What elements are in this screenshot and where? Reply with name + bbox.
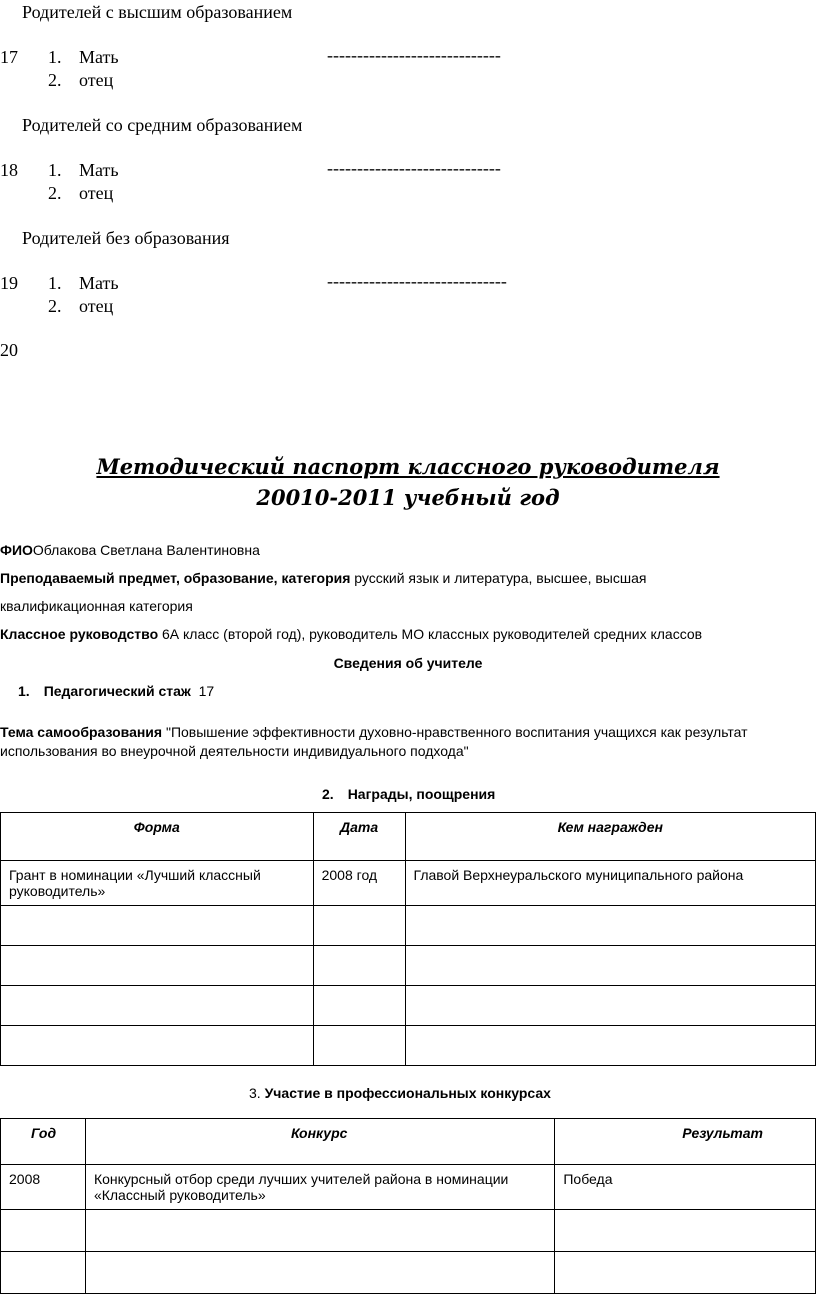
table-cell xyxy=(313,946,405,986)
row-number: 20 xyxy=(0,340,18,360)
table-cell: 2008 год xyxy=(313,861,405,906)
table-cell xyxy=(405,946,815,986)
contests-table xyxy=(0,1118,816,1294)
dash-line: ----------------------------- xyxy=(327,45,501,65)
column-header-date: Дата xyxy=(313,813,405,861)
list-number: 1. xyxy=(48,47,62,67)
column-header-year: Год xyxy=(1,1119,86,1165)
theme-line-2: использования во внеурочной деятельности индивидуального подхода" xyxy=(0,743,469,759)
class-label: Классное руководство xyxy=(0,626,159,642)
column-header-result: Результат xyxy=(555,1119,816,1165)
list-item-mother: Мать xyxy=(79,273,119,293)
column-header-contest: Конкурс xyxy=(85,1119,554,1165)
table-row xyxy=(1,861,816,906)
awards-heading xyxy=(322,786,495,802)
table-row xyxy=(1,1252,816,1294)
table-cell xyxy=(555,1210,816,1252)
table-cell xyxy=(313,1026,405,1066)
table-header-row xyxy=(1,813,816,861)
stage-value: 17 xyxy=(198,683,215,699)
list-number: 1. xyxy=(48,160,62,180)
subject-label: Преподаваемый предмет, образование, категория xyxy=(0,570,351,586)
school-year: 20010-2011 учебный год xyxy=(256,485,560,510)
contests-heading-number: 3. xyxy=(249,1085,265,1101)
list-number: 2. xyxy=(48,183,62,203)
contests-heading xyxy=(249,1085,551,1101)
table-cell xyxy=(1,1252,86,1294)
table-cell xyxy=(555,1252,816,1294)
table-row xyxy=(1,1026,816,1066)
fio-line xyxy=(0,542,260,558)
table-header-row xyxy=(1,1119,816,1165)
page-title: Методический паспорт классного руководителя xyxy=(96,454,720,479)
table-cell: Победа xyxy=(555,1165,816,1210)
list-item-father: отец xyxy=(79,183,114,203)
class-line xyxy=(0,626,702,642)
row-number: 17 xyxy=(0,47,18,67)
table-cell: Грант в номинации «Лучший классный руководитель» xyxy=(1,861,314,906)
theme-value: "Повышение эффективности духовно-нравственного воспитания учащихся как результат xyxy=(162,724,748,740)
list-number: 2. xyxy=(48,70,62,90)
class-value: 6А класс (второй год), руководитель МО классных руководителей средних классов xyxy=(158,626,703,642)
table-row xyxy=(1,1165,816,1210)
column-header-awarded-by: Кем награжден xyxy=(405,813,815,861)
subject-line-2: квалификационная категория xyxy=(0,598,193,614)
awards-heading-text: Награды, поощрения xyxy=(347,786,496,802)
table-cell xyxy=(1,1210,86,1252)
table-row xyxy=(1,906,816,946)
table-cell xyxy=(1,1026,314,1066)
fio-value: Облакова Светлана Валентиновна xyxy=(32,542,260,558)
table-cell xyxy=(85,1252,554,1294)
parents-none-heading: Родителей без образования xyxy=(22,228,230,248)
list-item-father: отец xyxy=(79,70,114,90)
table-row xyxy=(1,1210,816,1252)
list-number: 2. xyxy=(48,296,62,316)
table-cell xyxy=(85,1210,554,1252)
list-number: 1. xyxy=(48,273,62,293)
table-cell xyxy=(313,986,405,1026)
table-cell: Главой Верхнеуральского муниципального района xyxy=(405,861,815,906)
table-cell xyxy=(405,986,815,1026)
contests-heading-text: Участие в профессиональных конкурсах xyxy=(264,1085,551,1101)
subject-value: русский язык и литература, высшее, высшая xyxy=(350,570,647,586)
dash-line: ----------------------------- xyxy=(327,158,501,178)
parents-higher-heading: Родителей с высшим образованием xyxy=(22,2,293,22)
list-item-mother: Мать xyxy=(79,47,119,67)
table-cell xyxy=(1,906,314,946)
table-cell xyxy=(405,1026,815,1066)
table-cell: 2008 xyxy=(1,1165,86,1210)
list-item-mother: Мать xyxy=(79,160,119,180)
column-header-form: Форма xyxy=(1,813,314,861)
stage-line xyxy=(18,683,214,699)
awards-table xyxy=(0,812,816,1066)
table-cell xyxy=(1,946,314,986)
parents-secondary-heading: Родителей со средним образованием xyxy=(22,115,303,135)
list-item-father: отец xyxy=(79,296,114,316)
subject-line xyxy=(0,570,646,586)
table-cell xyxy=(405,906,815,946)
table-row xyxy=(1,946,816,986)
awards-heading-number: 2. xyxy=(322,786,334,802)
table-cell xyxy=(1,986,314,1026)
row-number: 19 xyxy=(0,273,18,293)
dash-line: ------------------------------ xyxy=(327,271,507,291)
stage-number: 1. xyxy=(18,683,30,699)
table-cell: Конкурсный отбор среди лучших учителей района в номинации «Классный руководитель» xyxy=(85,1165,554,1210)
teacher-info-heading: Сведения об учителе xyxy=(333,655,483,671)
row-number: 18 xyxy=(0,160,18,180)
theme-label: Тема самообразования xyxy=(0,724,163,740)
stage-label: Педагогический стаж xyxy=(43,683,191,699)
fio-label: ФИО xyxy=(0,542,33,558)
table-row xyxy=(1,986,816,1026)
table-cell xyxy=(313,906,405,946)
theme-line xyxy=(0,724,748,740)
